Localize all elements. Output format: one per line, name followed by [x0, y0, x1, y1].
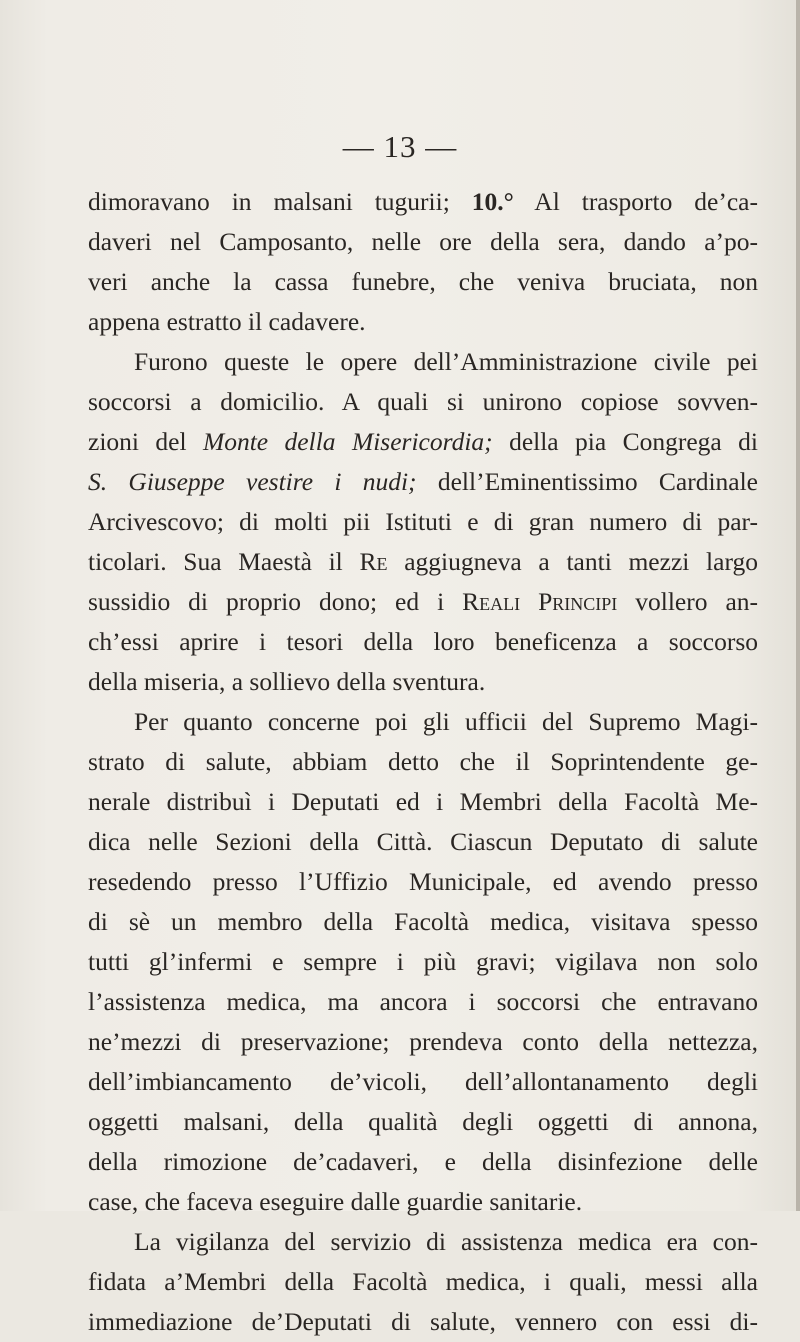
text-line: dica nelle Sezioni della Città. Ciascun Deputato di salute	[88, 827, 758, 856]
text-line: della miseria, a sollievo della sventura.	[88, 667, 486, 696]
text-run: ticolari. Sua Maestà il	[88, 547, 360, 576]
italic-run: Monte della Misericordia;	[202, 427, 493, 456]
text-run: dell’Eminentissimo Cardinale	[416, 467, 759, 496]
text-line: fidata a’Membri della Facoltà medica, i quali, messi alla	[88, 1267, 758, 1296]
text-run: sussidio di proprio dono; ed i	[88, 587, 463, 616]
text-line: case, che faceva eseguire dalle guardie sanitarie.	[88, 1187, 583, 1216]
text-line: Per quanto concerne poi gli ufficii del Supremo Magi-	[134, 707, 758, 736]
text-line: tutti gl’infermi e sempre i più gravi; vigilava non solo	[88, 947, 758, 976]
text-run: aggiugneva a tanti mezzi largo	[387, 547, 758, 576]
body-text	[88, 182, 758, 1342]
text-line	[88, 542, 758, 582]
item-number: 10.°	[471, 187, 514, 216]
text-line: immediazione de’Deputati di salute, vennero con essi di-	[88, 1307, 758, 1336]
text-line: strato di salute, abbiam detto che il Soprintendente ge-	[88, 747, 758, 776]
text-run: vollero an-	[617, 587, 758, 616]
page-number-header: — 13 —	[342, 129, 458, 164]
text-line: nerale distribuì i Deputati ed i Membri della Facoltà Me-	[88, 787, 758, 816]
text-run: Al trasporto de’ca-	[513, 187, 758, 216]
italic-run: S. Giuseppe vestire i nudi;	[88, 467, 417, 496]
text-line: ch’essi aprire i tesori della loro beneficenza a soccorso	[88, 627, 758, 656]
text-line	[88, 422, 758, 462]
text-line	[88, 462, 758, 502]
text-line	[88, 182, 758, 222]
text-line: appena estratto il cadavere.	[88, 307, 366, 336]
text-line: La vigilanza del servizio di assistenza medica era con-	[134, 1227, 758, 1256]
text-line: ne’mezzi di preservazione; prendeva conto della nettezza,	[88, 1027, 758, 1056]
small-caps-run: Re	[359, 547, 388, 576]
text-line: veri anche la cassa funebre, che veniva bruciata, non	[88, 267, 758, 296]
text-line: l’assistenza medica, ma ancora i soccorsi che entravano	[88, 987, 758, 1016]
text-run: della pia Congrega di	[492, 427, 758, 456]
text-line: Furono queste le opere dell’Amministrazione civile pei	[134, 347, 758, 376]
text-run: zioni del	[88, 427, 203, 456]
text-line	[88, 582, 758, 622]
text-line: Arcivescovo; di molti pii Istituti e di gran numero di par-	[88, 507, 758, 536]
text-line: dell’imbiancamento de’vicoli, dell’allontanamento degli	[88, 1067, 758, 1096]
text-line: soccorsi a domicilio. A quali si unirono copiose sovven-	[88, 387, 758, 416]
text-line: resedendo presso l’Uffizio Municipale, ed avendo presso	[88, 867, 758, 896]
page-edge-shadow	[796, 0, 800, 1211]
text-line: oggetti malsani, della qualità degli oggetti di annona,	[88, 1107, 758, 1136]
text-line: di sè un membro della Facoltà medica, visitava spesso	[88, 907, 758, 936]
text-run: dimoravano in malsani tugurii;	[88, 187, 472, 216]
small-caps-run: Reali Principi	[462, 587, 618, 616]
text-line: daveri nel Camposanto, nelle ore della sera, dando a’po-	[88, 227, 758, 256]
text-line: della rimozione de’cadaveri, e della disinfezione delle	[88, 1147, 758, 1176]
